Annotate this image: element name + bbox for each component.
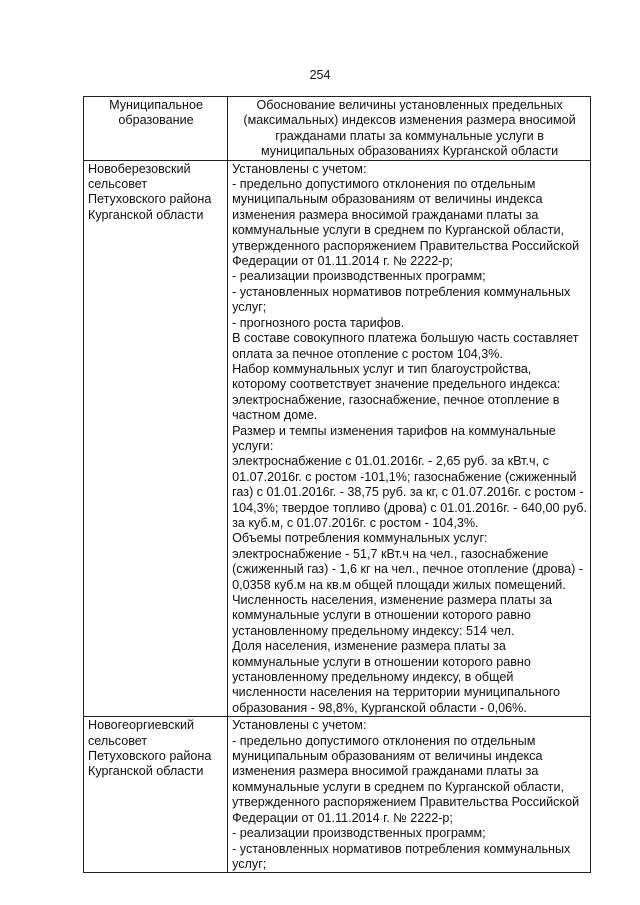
table-body (84, 160, 591, 873)
justification-text-line: коммунальные услуги в среднем по Курганской области, (232, 779, 564, 794)
justification-text-line: Установлены с учетом: (232, 718, 367, 733)
justification-text-line: газ) с 01.01.2016г. - 38,75 руб. за кг, с 01.07.2016г. с ростом - (232, 485, 584, 500)
justification-text-line: - прогнозного роста тарифов. (232, 315, 405, 330)
municipality-name-line: Петуховского района (88, 192, 212, 207)
justification-text-line: утвержденного распоряжением Правительства Российской (232, 238, 580, 253)
justification-text-line: - предельно допустимого отклонения по отдельным (232, 733, 536, 748)
justification-text-line: электроснабжение с 01.01.2016г. - 2,65 руб. за кВт.ч, с (232, 454, 549, 469)
justification-text-line: коммунальные услуги в отношении которого равно (232, 608, 531, 623)
header-line: (максимальных) индексов изменения размера вносимой (243, 113, 576, 128)
header-municipality (84, 97, 228, 161)
justification-text-cell (228, 160, 591, 717)
justification-text-line: Набор коммунальных услуг и тип благоустройства, (232, 361, 532, 376)
municipality-name-line: Курганской области (88, 207, 204, 222)
justification-text-line: Федерации от 01.11.2014 г. № 2222-р; (232, 810, 453, 825)
justification-text-line: частном доме. (232, 408, 318, 423)
justification-text-line: оплата за печное отопление с ростом 104,3%. (232, 346, 503, 361)
municipality-name-line: Курганской области (88, 764, 204, 779)
justification-text-line: - реализации производственных программ; (232, 269, 486, 284)
table-header-row (84, 97, 591, 161)
justification-text-line: 104,3%; твердое топливо (дрова) с 01.01.2016г. - 640,00 руб. (232, 500, 587, 515)
justification-text-line: за куб.м, с 01.07.2016г. с ростом - 104,3%. (232, 515, 479, 530)
justification-text-line: Доля населения, изменение размера платы за (232, 639, 506, 654)
justification-text-line: - предельно допустимого отклонения по отдельным (232, 177, 536, 192)
document-table (83, 96, 591, 873)
justification-text-line: (сжиженный газ) - 1,6 кг на чел., печное отопление (дрова) - (232, 562, 583, 577)
justification-text-line: муниципальным образованиям от величины индекса (232, 192, 543, 207)
justification-text-line: Размер и темпы изменения тарифов на коммунальные (232, 423, 556, 438)
header-justification (228, 97, 591, 161)
justification-text-line: образования - 98,8%, Курганской области - 0,06%. (232, 700, 527, 715)
justification-text-line: Федерации от 01.11.2014 г. № 2222-р; (232, 254, 453, 269)
header-line: Муниципальное (109, 98, 203, 112)
justification-text-line: численности населения на территории муниципального (232, 685, 561, 700)
justification-text-line: электроснабжение - 51,7 кВт.ч на чел., газоснабжение (232, 546, 549, 561)
municipality-name-line: Новогеоргиевский (88, 718, 195, 733)
justification-text-line: Объемы потребления коммунальных услуг: (232, 531, 488, 546)
justification-text-line: Численность населения, изменение размера платы за (232, 593, 552, 607)
justification-text-line: муниципальным образованиям от величины индекса (232, 749, 543, 764)
municipality-name-line: Новоберезовский (88, 161, 191, 176)
justification-text-line: коммунальные услуги в отношении которого равно (232, 654, 531, 669)
justification-text-line: изменения размера вносимой гражданами платы за (232, 764, 539, 779)
justification-text-line: - установленных нормативов потребления коммунальных (232, 284, 571, 299)
page-number: 254 (309, 68, 331, 82)
justification-text-line: Установлены с учетом: (232, 161, 367, 176)
justification-text-line: установленному предельному индексу, в общей (232, 670, 514, 685)
header-line: гражданами платы за коммунальные услуги в (275, 128, 544, 143)
justification-text-line: изменения размера вносимой гражданами платы за (232, 207, 539, 222)
justification-text-line: утвержденного распоряжением Правительства Российской (232, 795, 580, 810)
municipality-name-line: сельсовет (88, 733, 148, 748)
justification-text-line: - установленных нормативов потребления коммунальных (232, 841, 571, 856)
justification-text-line: услуг; (232, 856, 267, 871)
municipality-name-cell (84, 717, 228, 873)
header-line: муниципальных образованиях Курганской области (261, 144, 559, 159)
justification-text-line: В составе совокупного платежа большую часть составляет (232, 331, 579, 346)
table-row (84, 160, 591, 717)
justification-text-line: установленному предельному индексу: 514 чел. (232, 623, 515, 638)
municipality-name-cell (84, 160, 228, 717)
justification-text-line: услуг; (232, 300, 267, 315)
justification-text-line: - реализации производственных программ; (232, 826, 486, 841)
table-row (84, 717, 591, 873)
justification-text-line: электроснабжение, газоснабжение, печное отопление в (232, 392, 560, 407)
justification-text-line: 0,0358 куб.м на кв.м общей площади жилых помещений. (232, 577, 566, 592)
municipality-name-line: Петуховского района (88, 749, 212, 764)
justification-text-line: коммунальные услуги в среднем по Курганской области, (232, 223, 564, 238)
justification-text-cell (228, 717, 591, 873)
municipality-name-line: сельсовет (88, 177, 148, 192)
justification-text-line: которому соответствует значение предельного индекса: (232, 377, 561, 392)
justification-text-line: 01.07.2016г. с ростом -101,1%; газоснабжение (сжиженный (232, 469, 577, 484)
justification-text-line: услуги: (232, 438, 274, 453)
header-line: образование (118, 113, 194, 128)
header-line: Обоснование величины установленных предельных (256, 98, 563, 112)
